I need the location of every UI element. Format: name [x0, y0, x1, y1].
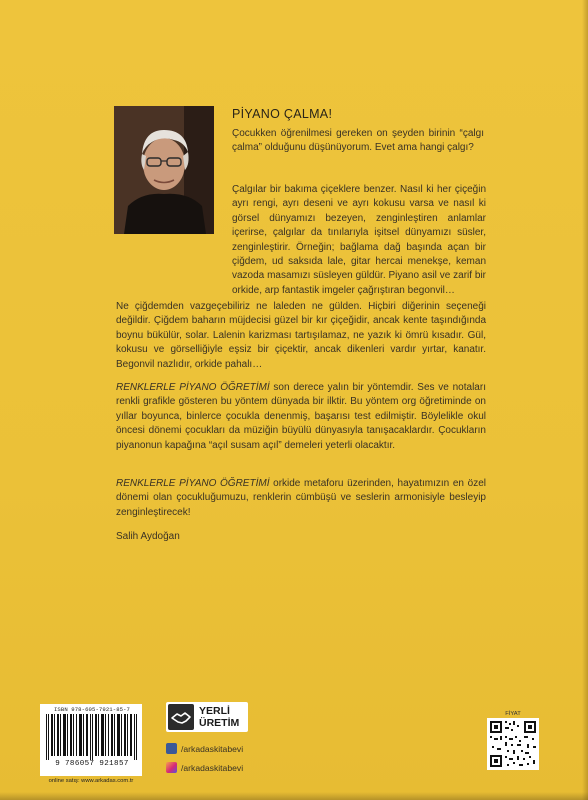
- paragraph-intro: Çocukken öğrenilmesi gereken on şeyden birinin “çalgı çalma” olduğunu düşünüyorum. Evet ama hangi çalgı?: [232, 128, 484, 154]
- paragraph-method: [116, 381, 486, 453]
- paragraph-flowers: Ne çiğdemden vazgeçebiliriz ne laleden ne gülden. Hiçbiri diğerinin seçeneği değildir. Çiğdem baharın müjdecisi güzel bir kır çiçeğidir, ancak kente taşındığında boynu bükülür, solar. Lalenin karizması tartışılamaz, ne yazık ki ömrü kısadır. Gül, kokusu ve görselliğiyle eşsiz bir çiçektir, ancak dikenleri vardır yırtar, kanatır. Begonvil nazlıdır, orkide pahalı…: [116, 301, 486, 370]
- price-label: FİYAT: [505, 711, 521, 717]
- yerli-uretim-badge: [166, 702, 248, 732]
- facebook-handle[interactable]: [166, 743, 243, 754]
- method-description: son derece yalın bir yöntemdir. Ses ve notaları renkli grafikle gösteren bu yöntem dünyada bir ilktir. Bu yöntem org öğretiminde on yıllar boyunca, binlerce çocukla denenmiş, başarısı test edilmiştir. Böylelikle okul öncesi dönemi çocukları da müziğin büyülü dünyasıyla tanışacaklardır. Çocukların piyanonun kapağına “açıl susam açıl” demeleri yeterli olacaktır.: [116, 382, 486, 451]
- qr-code[interactable]: [487, 718, 539, 770]
- page-heading: PİYANO ÇALMA!: [232, 107, 333, 121]
- online-sales-text: online satış: www.arkadas.com.tr: [48, 778, 134, 784]
- closing-title: RENKLERLE PİYANO ÖĞRETİMİ: [116, 478, 270, 489]
- closing-description: orkide metaforu üzerinden, hayatımızın en özel dönemi olan çocukluğumuzu, renklerin cümbüşü ve seslerin armonisiyle besleyip zenginleştirecek!: [116, 478, 486, 518]
- barcode: [46, 714, 138, 760]
- barcode-digits: 9 786057 921857: [55, 760, 129, 768]
- badge-line-1: YERLİ: [199, 705, 230, 717]
- handshake-icon: [168, 704, 194, 730]
- instagram-handle-text: /arkadaskitabevi: [181, 762, 244, 773]
- isbn-label: ISBN 978-605-7921-85-7: [53, 706, 131, 713]
- cover-bottom-shadow: [0, 792, 588, 800]
- instagram-icon: [166, 762, 177, 773]
- author-signature: Salih Aydoğan: [116, 531, 180, 542]
- badge-line-2: ÜRETİM: [199, 717, 240, 729]
- instagram-handle[interactable]: [166, 762, 243, 773]
- facebook-icon: [166, 743, 177, 754]
- paragraph-instruments: Çalgılar bir bakıma çiçeklere benzer. Nasıl ki her çiçeğin ayrı rengi, ayrı deseni ve ayrı kokusu varsa ve nasıl ki görsel dünyamızı bezeyen, zenginleştiren anlamlar içerirse, çalgılar da tınılarıyla işitsel dünyamızı süsler, zenginleştirir. Örneğin; bağlama dağ başında açan bir çiğdem, ud saksıda lale, gitar hercai menekşe, keman vazoda masamızı süsleyen güldür. Piyano asil ve zarif bir orkide, arp fantastik imgeler çağrıştıran begonvil…: [232, 184, 486, 296]
- method-title: RENKLERLE PİYANO ÖĞRETİMİ: [116, 382, 270, 393]
- facebook-handle-text: /arkadaskitabevi: [181, 743, 244, 754]
- paragraph-closing: [116, 477, 486, 520]
- author-portrait: [114, 106, 214, 234]
- cover-edge-shadow: [582, 0, 588, 800]
